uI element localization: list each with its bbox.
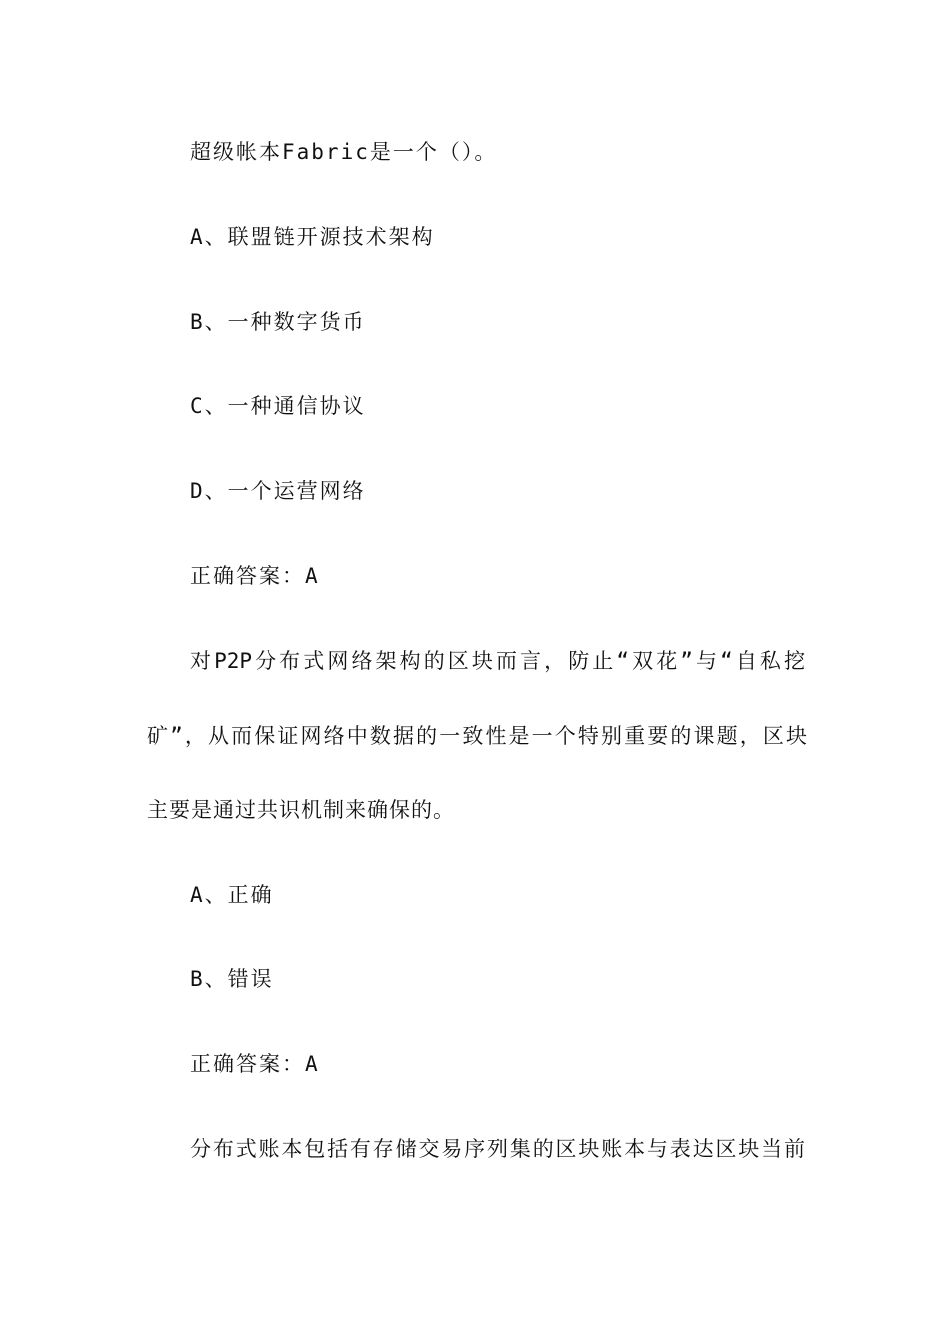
question-1-option-c: C、一种通信协议 xyxy=(190,394,366,418)
question-2-answer: 正确答案：A xyxy=(190,1052,320,1076)
question-1-answer: 正确答案：A xyxy=(190,564,320,588)
question-3-stem-line-1: 分布式账本包括有存储交易序列集的区块账本与表达区块当前 xyxy=(190,1137,805,1161)
question-1-option-a: A、联盟链开源技术架构 xyxy=(190,225,435,249)
question-2-stem-line-1: 对P2P分布式网络架构的区块而言，防止“双花”与“自私挖 xyxy=(190,649,805,673)
question-2-stem-line-3: 主要是通过共识机制来确保的。 xyxy=(147,798,455,822)
question-2-option-a: A、正确 xyxy=(190,883,274,907)
question-1-option-d: D、一个运营网络 xyxy=(190,479,366,503)
question-2-option-b: B、错误 xyxy=(190,967,274,991)
question-1-stem: 超级帐本Fabric是一个（）。 xyxy=(190,140,498,164)
question-2-stem-line-2: 矿”，从而保证网络中数据的一致性是一个特别重要的课题，区块 xyxy=(147,724,807,748)
question-1-option-b: B、一种数字货币 xyxy=(190,310,366,334)
